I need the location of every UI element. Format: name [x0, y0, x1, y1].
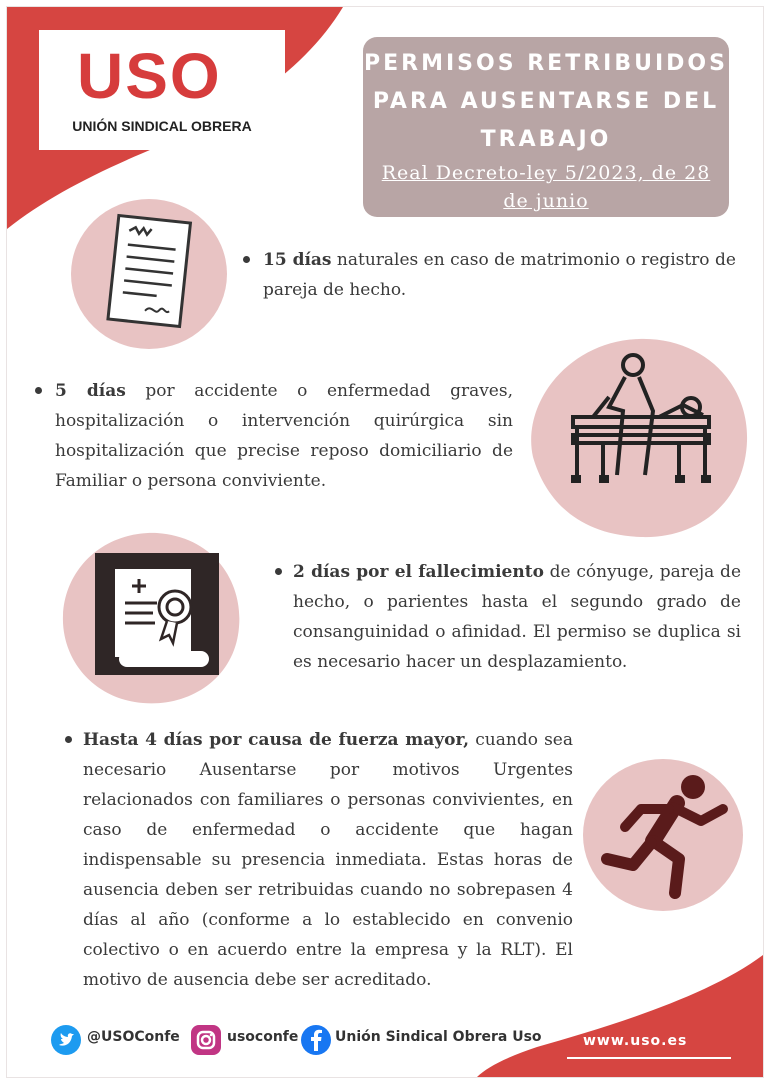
- website-link[interactable]: www.uso.es: [583, 1033, 688, 1049]
- facebook-icon[interactable]: [301, 1025, 331, 1055]
- decree-link[interactable]: Real Decreto-ley 5/2023, de 28 de junio: [381, 162, 711, 212]
- logo-word: USO: [77, 40, 222, 112]
- page-title: PERMISOS RETRIBUIDOS PARA AUSENTARSE DEL TRABAJO: [364, 51, 728, 152]
- instagram-icon[interactable]: [191, 1025, 221, 1055]
- twitter-handle[interactable]: @USOConfe: [87, 1029, 180, 1045]
- bullet: [35, 387, 42, 394]
- item-paragraph-4: [83, 725, 573, 995]
- twitter-icon[interactable]: [51, 1025, 81, 1055]
- certificate-icon: [95, 553, 219, 675]
- item-bold-3: 2 días por el fallecimiento: [293, 562, 544, 582]
- bullet: [243, 256, 250, 263]
- document-icon: [99, 213, 199, 333]
- item-paragraph-2: [55, 376, 513, 496]
- bullet: [275, 568, 282, 575]
- website-underline: [567, 1057, 731, 1059]
- item-text-1: naturales en caso de matrimonio o registro de pareja de hecho.: [263, 250, 736, 300]
- logo-subtitle: UNIÓN SINDICAL OBRERA: [72, 118, 252, 134]
- item-bold-4: Hasta 4 días por causa de fuerza mayor,: [83, 730, 470, 750]
- bullet: [65, 736, 72, 743]
- running-person-icon: [597, 769, 737, 903]
- item-paragraph-3: [293, 557, 741, 677]
- item-bold-2: 5 días: [55, 381, 126, 401]
- poster: [6, 6, 764, 1078]
- item-text-4: cuando sea necesario Ausentarse por motivos Urgentes relacionados con familiares o personas convivientes, en caso de enfermedad o accidente que hagan indispensable su presencia inmediata. Estas horas de ausencia deben ser retribuidas cuando no sobrepasen 4 días al año (conforme a lo establecido en convenio colectivo o en acuerdo entre la empresa y la RLT). El motivo de ausencia debe ser acreditado.: [83, 730, 574, 990]
- facebook-page[interactable]: Unión Sindical Obrera Uso: [335, 1029, 542, 1045]
- item-text-2: por accidente o enfermedad graves, hospitalización o intervención quirúrgica sin hospitalización que precise reposo domiciliario de Familiar o persona conviviente.: [55, 381, 513, 491]
- title-box: [363, 37, 729, 217]
- logo: [39, 30, 285, 150]
- item-bold-1: 15 días: [263, 250, 332, 270]
- hospital-bed-icon: [563, 347, 719, 487]
- instagram-handle[interactable]: usoconfe: [227, 1029, 299, 1045]
- item-text-3: de cónyuge, pareja de hecho, o parientes hasta el segundo grado de consanguinidad o afinidad. El permiso se duplica si es necesario hacer un desplazamiento.: [293, 562, 742, 672]
- item-paragraph-1: [263, 245, 743, 305]
